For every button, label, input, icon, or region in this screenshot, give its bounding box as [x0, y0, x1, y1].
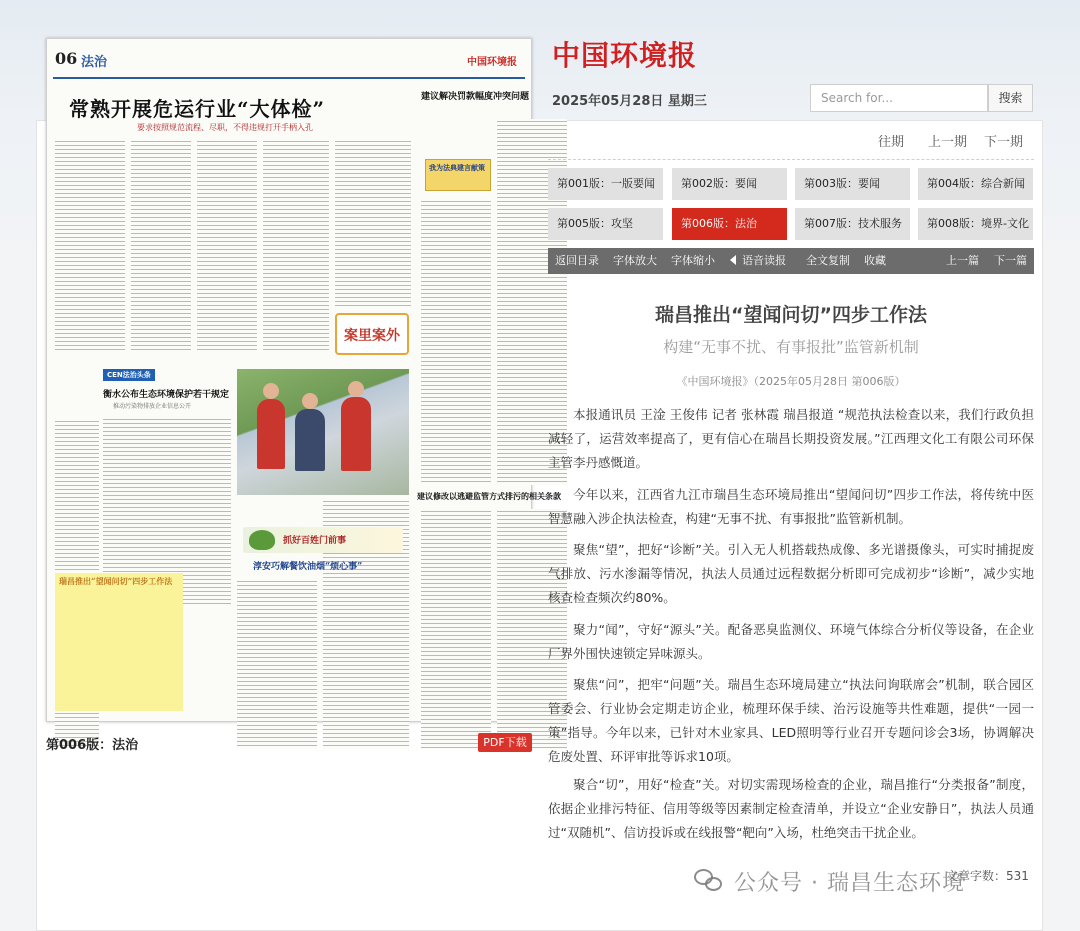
word-count: 文章字数：531 [946, 869, 1029, 883]
paper-text-column [55, 139, 125, 351]
paper-section-subhead: 推动污染物排放企业信息公开 [113, 403, 192, 410]
watermark [694, 866, 965, 897]
edition-link-003[interactable]: 第003版：要闻 [795, 168, 910, 200]
highlighted-article-title[interactable]: 瑞昌推出“望闻问切”四步工作法 [59, 576, 173, 586]
article-paragraph: 聚力“闻”，守好“源头”关。配备恶臭监测仪、环境气体综合分析仪等设备，在企业厂界外围快速锁定异味源头。 [548, 622, 1034, 661]
paper-box-banner: 我为法典建言献策 [425, 159, 491, 191]
edition-link-007[interactable]: 第007版：技术服务 [795, 208, 910, 240]
newspaper-page-thumbnail[interactable] [46, 38, 561, 722]
paper-article-headline[interactable]: 淳安巧解餐饮油烟“烦心事” [253, 562, 363, 572]
edition-link-004[interactable]: 第004版：综合新闻 [918, 168, 1033, 200]
cen-tag: CEN法治头条 [103, 369, 155, 381]
page-label: 第006版：法治 [46, 738, 139, 753]
paper-masthead: 中国环境报 [467, 57, 517, 68]
paper-side-headline[interactable]: 建议解决罚款幅度冲突问题 [421, 92, 530, 102]
past-issues-link[interactable]: 往期 [878, 135, 905, 150]
highlighted-article-area[interactable] [55, 573, 183, 711]
font-enlarge-button[interactable]: 字体放大 [613, 254, 657, 267]
paper-article-headline[interactable]: 建议修改以逃避监管方式排污的相关条款 [417, 492, 561, 501]
previous-issue-link[interactable]: 上一期 [928, 135, 968, 150]
watermark-text: 公众号 · 瑞昌生态环境 [734, 871, 965, 896]
case-badge: 案里案外 [335, 313, 409, 355]
paper-text-column [421, 199, 491, 485]
edition-link-001[interactable]: 第001版：一版要闻 [548, 168, 663, 200]
speaker-icon [730, 255, 736, 265]
edition-link-006-active[interactable]: 第006版：法治 [672, 208, 787, 240]
copy-all-button[interactable]: 全文复制 [806, 254, 850, 267]
paper-page-number: 06 [55, 49, 78, 68]
paper-text-column [263, 139, 329, 351]
previous-article-button[interactable]: 上一篇 [946, 254, 979, 267]
next-issue-link[interactable]: 下一期 [984, 135, 1024, 150]
pdf-download-button[interactable]: PDF下载 [478, 733, 532, 752]
paper-banner: 抓好百姓门前事 [243, 527, 403, 553]
favorite-button[interactable]: 收藏 [864, 254, 886, 267]
read-aloud-label: 语音读报 [742, 254, 786, 267]
paper-text-column [335, 139, 411, 309]
search-input[interactable] [810, 84, 988, 112]
paper-subhead: 要求按照规范流程、尽职，不得违规打开手柄入孔 [137, 123, 313, 132]
font-shrink-button[interactable]: 字体缩小 [671, 254, 715, 267]
edition-link-005[interactable]: 第005版：攻坚 [548, 208, 663, 240]
paper-text-column [131, 139, 191, 351]
search-button[interactable]: 搜索 [988, 84, 1033, 112]
paper-section-headline[interactable]: 衡水公布生态环境保护若干规定 [103, 390, 230, 400]
edition-link-008[interactable]: 第008版：境界-文化 [918, 208, 1033, 240]
paper-text-column [421, 509, 491, 749]
article-paragraph: 聚合“切”，用好“检查”关。对切实需现场检查的企业，瑞昌推行“分类报备”制度，依据企业排污特征、信用等级等因素制定检查清单，并设立“企业安静日”，执法人员通过“双随机”、信访投诉或在线报警“靶向”入场，杜绝突击干扰企业。 [548, 777, 1034, 840]
article-paragraph: 本报通讯员 王淦 王俊伟 记者 张林霞 瑞昌报道 “规范执法检查以来，我们行政负担减轻了，运营效率提高了，更有信心在瑞昌长期投资发展。”江西理文化工有限公司环保主管李丹感慨道。 [548, 407, 1034, 470]
next-article-button[interactable]: 下一篇 [994, 254, 1027, 267]
article-source: 《中国环境报》（2025年05月28日 第006版） [676, 375, 906, 388]
paper-text-column [197, 139, 257, 351]
article-paragraph: 聚焦“望”，把好“诊断”关。引入无人机搭载热成像、多光谱摄像头，可实时捕捉废气排放、污水渗漏等情况，执法人员通过远程数据分析即可完成初步“诊断”，减少实地核查检查频次约80%。 [548, 542, 1034, 605]
edition-link-002[interactable]: 第002版：要闻 [672, 168, 787, 200]
paper-text-column [237, 579, 317, 749]
read-aloud-button[interactable] [730, 248, 786, 274]
paper-headline[interactable]: 常熟开展危运行业“大体检” [69, 97, 326, 121]
issue-date: 2025年05月28日 星期三 [552, 94, 707, 109]
article-paragraph: 聚焦“问”，把牢“问题”关。瑞昌生态环境局建立“执法问询联席会”机制，联合园区管委会、行业协会定期走访企业，梳理环保手续、治污设施等共性难题，提供“一园一策”指导。今年以来，已针对木业家具、LED照明等行业召开专题问诊会3场，协调解决危废处置、环评审批等诉求10项。 [548, 677, 1034, 764]
article-paragraph: 今年以来，江西省九江市瑞昌生态环境局推出“望闻问切”四步工作法，将传统中医智慧融入涉企执法检查，构建“无事不扰、有事报批”监管新机制。 [548, 487, 1034, 526]
article-toolbar [548, 248, 1034, 274]
tree-icon [249, 530, 275, 550]
divider [548, 159, 1034, 160]
article-subtitle: 构建“无事不扰、有事报批”监管新机制 [663, 338, 919, 356]
article-title: 瑞昌推出“望闻问切”四步工作法 [655, 304, 927, 326]
masthead-logo: 中国环境报 [552, 39, 698, 72]
news-photo [237, 369, 409, 495]
paper-section-name: 法治 [81, 55, 108, 70]
paper-header [53, 45, 525, 79]
wechat-icon [694, 869, 724, 893]
back-to-toc-button[interactable]: 返回目录 [555, 254, 599, 267]
